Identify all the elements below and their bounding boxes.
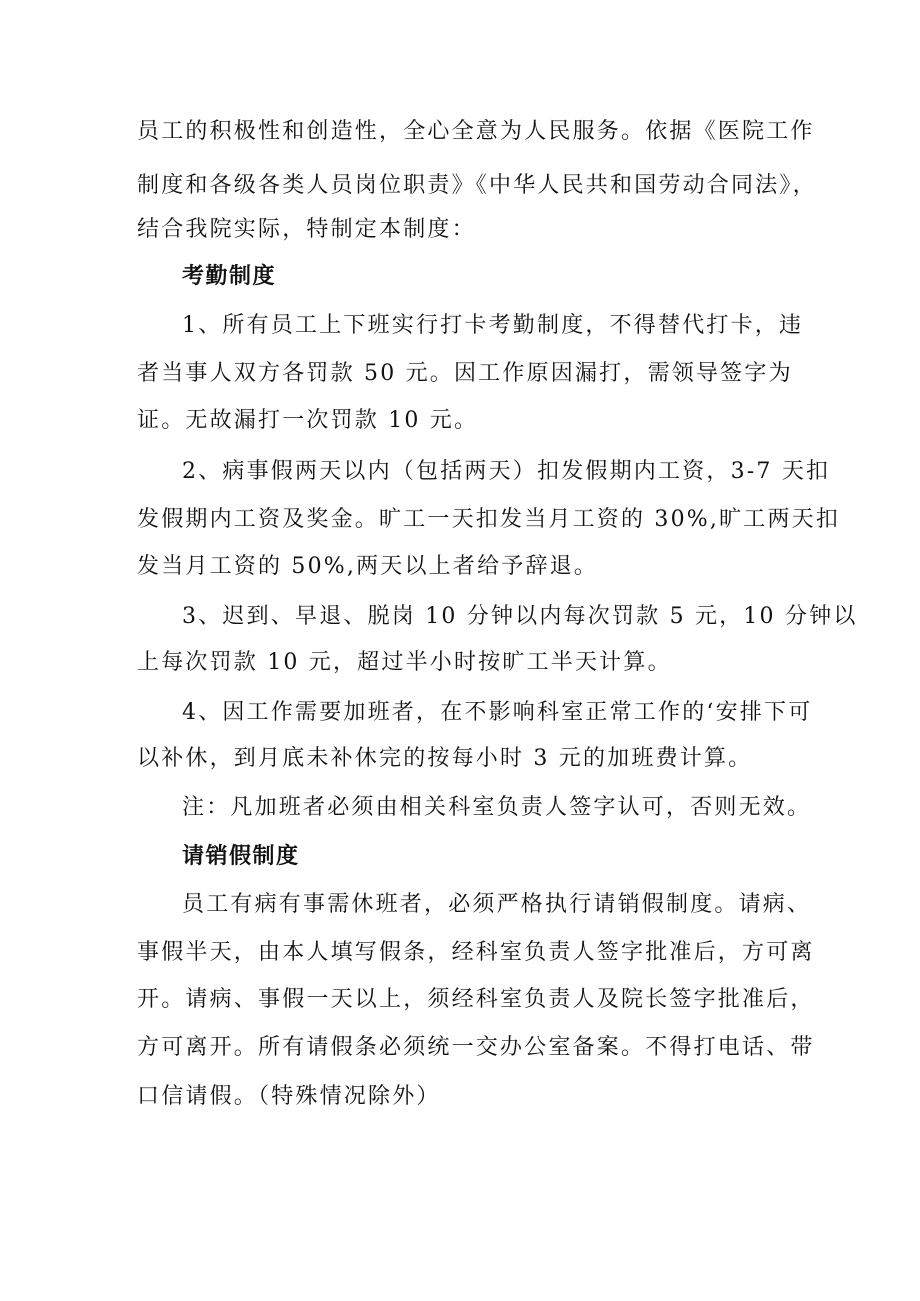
paragraph-intro-line-2: 制度和各级各类人员岗位职责》《中华人民共和国劳动合同法》， — [137, 173, 817, 198]
attendance-rule-2-line-1: 2、病事假两天以内（包括两天）扣发假期内工资，3-7 天扣 — [182, 459, 831, 484]
paragraph-intro-line-1: 员工的积极性和创造性，全心全意为人民服务。依据《医院工作 — [137, 119, 815, 144]
section-heading-attendance: 考勤制度 — [182, 264, 277, 289]
attendance-note: 注：凡加班者必须由相关科室负责人签字认可，否则无效。 — [182, 795, 812, 820]
paragraph-intro-line-3: 结合我院实际，特制定本制度： — [137, 217, 476, 242]
attendance-rule-4-line-2: 以补休，到月底未补休完的按每小时 3 元的加班费计算。 — [137, 746, 753, 771]
leave-paragraph-line-2: 事假半天，由本人填写假条，经科室负责人签字批准后，方可离 — [137, 940, 815, 965]
attendance-rule-3-line-2: 上每次罚款 10 元，超过半小时按旷工半天计算。 — [137, 650, 672, 675]
attendance-rule-4-line-1: 4、因工作需要加班者，在不影响科室正常工作的‘安排下可 — [182, 700, 813, 725]
leave-paragraph-line-1: 员工有病有事需休班者，必须严格执行请销假制度。请病、 — [182, 892, 812, 917]
attendance-rule-3-line-1: 3、迟到、早退、脱岗 10 分钟以内每次罚款 5 元，10 分钟以 — [182, 604, 858, 629]
attendance-rule-1-line-2: 者当事人双方各罚款 50 元。因工作原因漏打，需领导签字为 — [137, 361, 793, 386]
attendance-rule-2-line-3: 发当月工资的 50%,两天以上者给予辞退。 — [137, 554, 599, 579]
section-heading-leave: 请销假制度 — [182, 844, 300, 869]
leave-paragraph-line-5: 口信请假。（特殊情况除外） — [137, 1084, 441, 1109]
attendance-rule-1-line-3: 证。无故漏打一次罚款 10 元。 — [137, 408, 479, 433]
leave-paragraph-line-3: 开。请病、事假一天以上，须经科室负责人及院长签字批准后， — [137, 987, 815, 1012]
attendance-rule-1-line-1: 1、所有员工上下班实行打卡考勤制度，不得替代打卡，违 — [182, 313, 804, 338]
attendance-rule-2-line-2: 发假期内工资及奖金。旷工一天扣发当月工资的 30%,旷工两天扣 — [137, 507, 841, 532]
leave-paragraph-line-4: 方可离开。所有请假条必须统一交办公室备案。不得打电话、带 — [137, 1035, 815, 1060]
